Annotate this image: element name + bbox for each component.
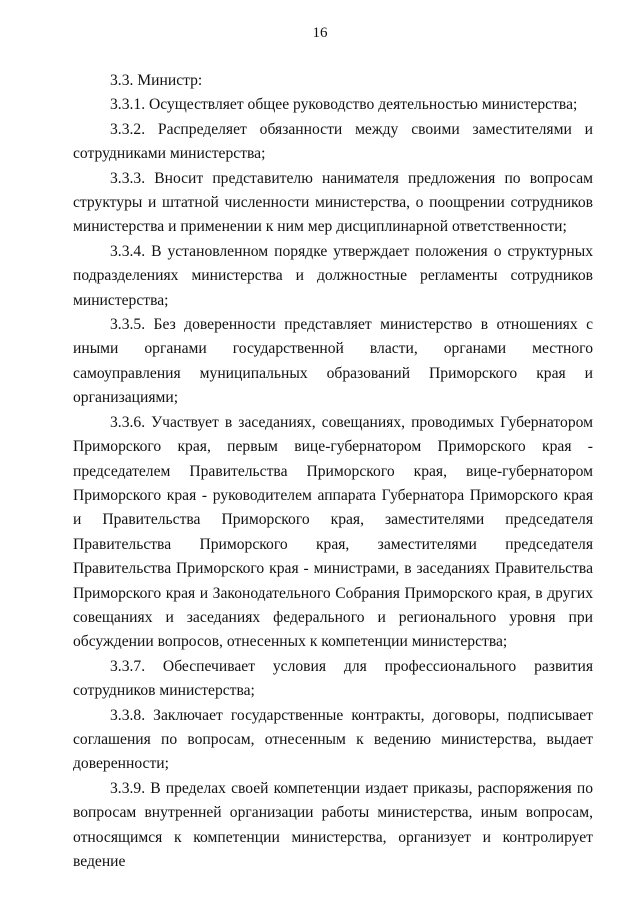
- paragraph-3-3: 3.3. Министр:: [110, 72, 203, 89]
- paragraph-3-3-9: 3.3.9. В пределах своей компетенции издает приказы, распоряжения по вопросам внутренней организации работы министерства, иным вопросам, относящимся к компетенции министерства, организует и контролирует ведение: [73, 779, 593, 870]
- page-number: 16: [312, 25, 328, 41]
- paragraph-3-3-7: 3.3.7. Обеспечивает условия для профессионального развития сотрудников министерства;: [73, 657, 593, 700]
- paragraph-3-3-2: 3.3.2. Распределяет обязанности между своими заместителями и сотрудниками министерства;: [73, 120, 593, 163]
- paragraph-3-3-8: 3.3.8. Заключает государственные контракты, договоры, подписывает соглашения по вопросам, отнесенным к ведению министерства, выдает доверенности;: [73, 706, 593, 773]
- document-body: [73, 69, 593, 874]
- paragraph-3-3-5: 3.3.5. Без доверенности представляет министерство в отношениях с иными органами государственной власти, органами местного самоуправления муниципальных образований Приморского края и организациями;: [73, 316, 593, 407]
- paragraph-3-3-1: 3.3.1. Осуществляет общее руководство деятельностью министерства;: [110, 96, 578, 114]
- paragraph-3-3-6: 3.3.6. Участвует в заседаниях, совещаниях, проводимых Губернатором Приморского края, первым вице-губернатором Приморского края - председателем Правительства Приморского края, вице-губернатором Приморского края - руководителем аппарата Губернатора Приморского края и Правительства Приморского края, заместителями председателя Правительства Приморского края, заместителями председателя Правительства Приморского края - министрами, в заседаниях Правительства Приморского края и Законодательного Собрания Приморского края, в других совещаниях и заседаниях федерального и регионального уровня при обсуждении вопросов, отнесенных к компетенции министерства;: [73, 413, 593, 651]
- paragraph-3-3-4: 3.3.4. В установленном порядке утверждает положения о структурных подразделениях министерства и должностные регламенты сотрудников министерства;: [73, 242, 593, 309]
- paragraph-3-3-3: 3.3.3. Вносит представителю нанимателя предложения по вопросам структуры и штатной численности министерства, о поощрении сотрудников министерства и применении к ним мер дисциплинарной ответственности;: [73, 169, 593, 236]
